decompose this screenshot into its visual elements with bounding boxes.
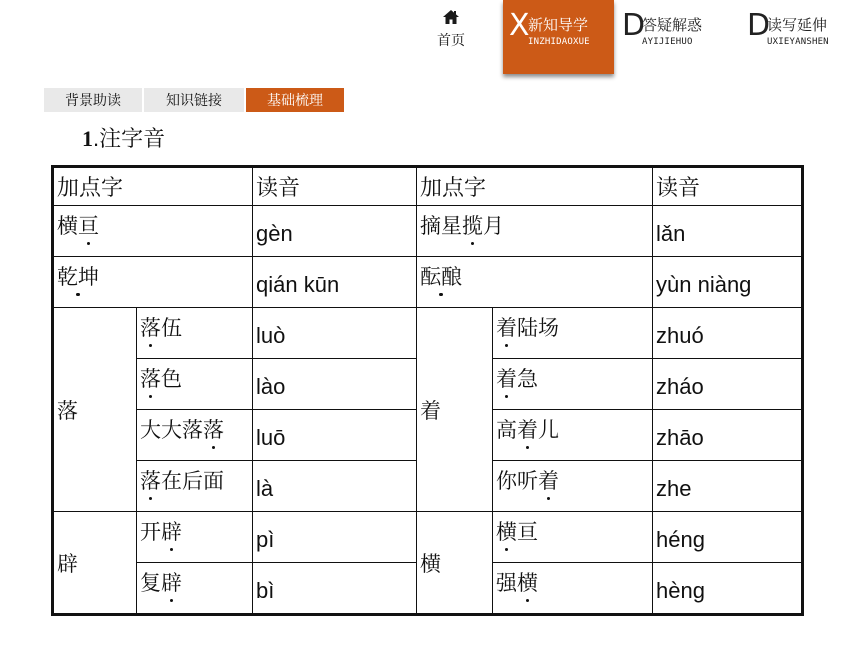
word-text: 开 [140,520,161,544]
tab-title: 新知导学 [528,17,589,34]
pinyin-cell: zhāo [653,410,803,461]
section-number: 1 [82,126,93,151]
pinyin-cell: hèng [653,563,803,615]
dotted-char: 落 [203,414,224,444]
dotted-char: 乾坤 [57,261,99,291]
word-cell [493,308,653,359]
tab-dayijiehuo[interactable] [622,0,722,74]
tab-title: 答疑解惑 [642,17,703,34]
word-text: 伍 [161,316,182,340]
group-char-cell: 落 [53,308,137,512]
word-cell [493,410,653,461]
dotted-char: 落 [140,363,161,393]
word-text: 陆场 [517,316,559,340]
word-text: 在后面 [161,469,224,493]
dotted-char: 落 [140,312,161,342]
pinyin-cell: luō [253,410,417,461]
table-row [53,308,803,359]
word-text: 急 [517,367,538,391]
word-cell [137,512,253,563]
dotted-char: 亘 [78,210,99,240]
word-text: 月 [483,214,504,238]
table-row [53,206,803,257]
dotted-char: 横 [496,516,517,546]
word-cell [493,512,653,563]
word-cell [417,257,653,308]
pinyin-cell: gèn [253,206,417,257]
tab-duxieyanshen[interactable] [747,0,847,74]
pinyin-cell: héng [653,512,803,563]
table-row [53,512,803,563]
header-pronunciation: 读音 [253,167,417,206]
dotted-char: 揽 [462,210,483,240]
word-cell [53,206,253,257]
tab-letter: D [747,8,771,43]
word-cell [137,359,253,410]
pinyin-cell: lǎn [653,206,803,257]
home-icon [443,10,459,24]
section-title [82,124,165,154]
dotted-char: 落 [140,465,161,495]
section-title-text: .注字音 [93,126,166,151]
word-cell [137,461,253,512]
dotted-char: 着 [496,312,517,342]
word-cell [137,563,253,615]
word-cell [417,206,653,257]
word-text: 横 [57,214,78,238]
pronunciation-table [51,165,804,616]
header-dotted-char: 加点字 [417,167,653,206]
dotted-char: 辟 [161,567,182,597]
dotted-char: 着 [496,363,517,393]
word-text: 亘 [517,520,538,544]
word-cell [53,257,253,308]
pinyin-cell: yùn niàng [653,257,803,308]
word-cell [493,359,653,410]
dotted-char: 酝酿 [420,261,462,291]
home-button[interactable] [428,8,474,58]
subtab-background-reading[interactable]: 背景助读 [44,88,144,112]
subtab-knowledge-links[interactable]: 知识链接 [144,88,246,112]
home-label: 首页 [437,32,465,48]
tab-title: 读写延伸 [767,17,828,34]
tab-pinyin: INZHIDAOXUE [528,37,590,47]
table-row [53,257,803,308]
dotted-char: 着 [517,414,538,444]
pinyin-cell: luò [253,308,417,359]
pinyin-cell: zhuó [653,308,803,359]
subtab-bar [44,88,344,112]
dotted-char: 横 [517,567,538,597]
tab-pinyin: UXIEYANSHEN [767,37,829,47]
word-text: 复 [140,571,161,595]
word-cell [493,563,653,615]
pinyin-cell: zháo [653,359,803,410]
word-text: 儿 [538,418,559,442]
pinyin-cell: pì [253,512,417,563]
word-text: 强 [496,571,517,595]
group-char-cell: 横 [417,512,493,615]
dotted-char: 着 [538,465,559,495]
pinyin-cell: bì [253,563,417,615]
subtab-basic-review[interactable]: 基础梳理 [246,88,344,112]
word-text: 高 [496,418,517,442]
table-header-row [53,167,803,206]
dotted-char: 辟 [161,516,182,546]
header-pronunciation: 读音 [653,167,803,206]
tab-letter: X [509,8,530,43]
pinyin-cell: qián kūn [253,257,417,308]
word-text: 摘星 [420,214,462,238]
pinyin-cell: lào [253,359,417,410]
word-cell [137,410,253,461]
word-text: 大大落 [140,418,203,442]
tab-pinyin: AYIJIEHUO [642,37,693,47]
tab-letter: D [622,8,646,43]
word-cell [137,308,253,359]
pinyin-cell: là [253,461,417,512]
word-text: 你听 [496,469,538,493]
word-cell [493,461,653,512]
tab-xinzhidaoxue[interactable] [503,0,614,74]
word-text: 色 [161,367,182,391]
header-dotted-char: 加点字 [53,167,253,206]
group-char-cell: 着 [417,308,493,512]
group-char-cell: 辟 [53,512,137,615]
pinyin-cell: zhe [653,461,803,512]
